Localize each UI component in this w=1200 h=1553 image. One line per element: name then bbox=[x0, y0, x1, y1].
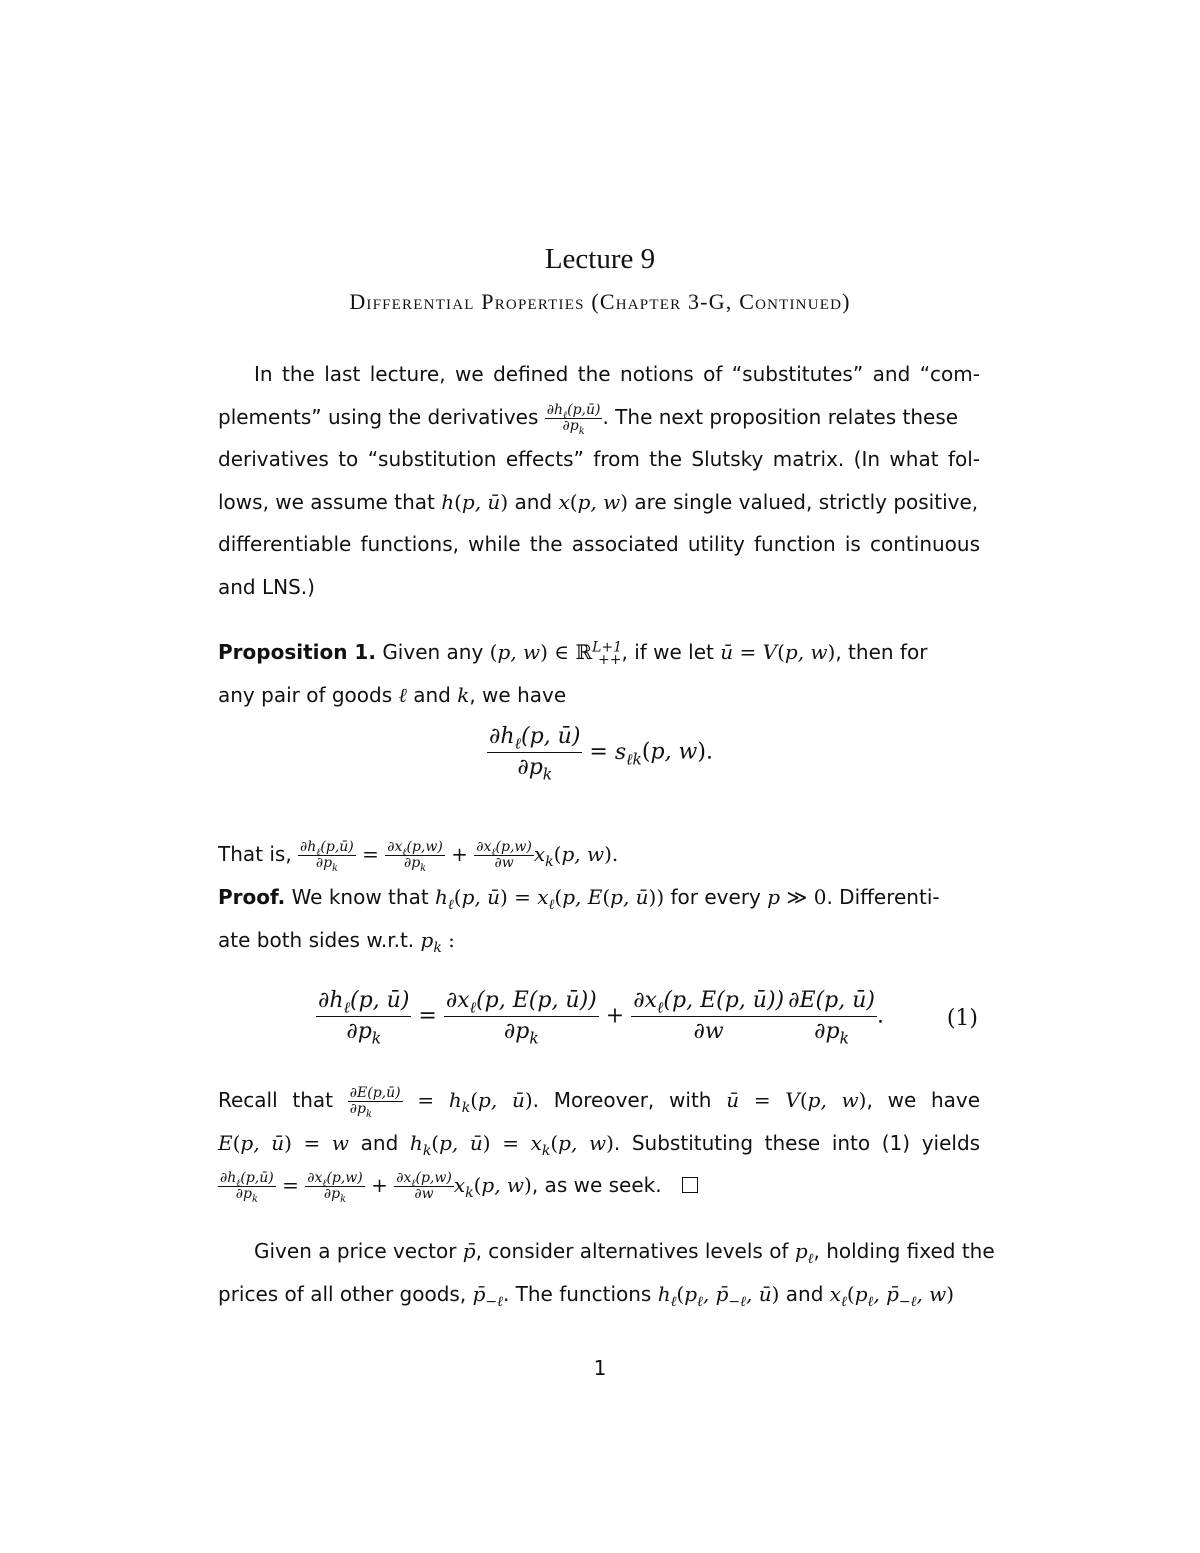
closing-line-1: Given a price vector p̄, consider alternatives levels of $p_\ell$, holding fixed the bbox=[254, 1239, 995, 1267]
proposition-equation: $\frac{\partial h_\ell(p, ū)}{\partial p_k}$ = $s_{\ell k}(p$, w). bbox=[489, 724, 713, 784]
intro-line-2: plements” using the derivatives $\frac{\partial h_\ell(p,ū)}{\partial p_k}$ . The next proposition relates these bbox=[218, 401, 959, 437]
lecture-title: Lecture 9 bbox=[544, 243, 656, 275]
intro-line-4: lows, we assume that h(p, ū) and x(p, w) are single valued, strictly positive, bbox=[218, 489, 979, 514]
recall-line-1: Recall that $\frac{\partial E(p,ū)}{\partial p_k}$ = $h_k(p$, ū). Moreover, with ū = V(p, w), we have bbox=[218, 1085, 981, 1120]
proof-line-1: Proof. We know that $h_\ell(p$, ū) = $x_\ell(p$, E(p, ū)) for every p ≫ 0. Differenti- bbox=[218, 885, 940, 913]
inline-fraction: $\frac{\partial h_\ell(p,ū)}{\partial p_k}$ bbox=[546, 401, 601, 437]
intro-line-3: derivatives to “substitution effects” from the Slutsky matrix. (In what fol- bbox=[218, 447, 980, 471]
recall-line-3: $\frac{\partial h_\ell(p,ū)}{\partial p_k}$ = $\frac{\partial x_\ell(p,w)}{\partial p_k}$ + $\frac{\partial x_\ell(p,w)}{\partial w}$ $x_k(p$, w), as we seek. bbox=[218, 1164, 980, 1207]
closing-line-2: prices of all other goods, $p̄_{-\ell}$. The functions $h_\ell(p_\ell$, $p̄_{-\ell}$, ū) and $x_\ell(p_\ell$, $p̄_{-\ell}$, w) bbox=[218, 1281, 955, 1310]
proof-line-2: ate both sides w.r.t. $p_k$ : bbox=[218, 927, 455, 956]
closing-paragraph bbox=[218, 1230, 995, 1315]
proof bbox=[218, 876, 980, 961]
proposition-line-1: Proposition 1. Given any (p, w) ∈ ℝ$^{L+1}_{++}$, if we let ū = V(p, w), then for bbox=[218, 639, 928, 668]
that-is-line: That is, $\frac{\partial h_\ell(p,ū)}{\partial p_k}$ = $\frac{\partial x_\ell(p,w)}{\partial p_k}$ + $\frac{\partial x_\ell(p,w)}{\partial w}$ $x_k(p$, w). bbox=[218, 839, 619, 874]
recall-line-2: E(p, ū) = w and $h_k(p$, ū) = $x_k(p$, w). Substituting these into (1) yields bbox=[218, 1130, 981, 1159]
display-fraction-lhs: $\frac{\partial h_\ell(p, ū)}{\partial p_k}$ bbox=[489, 724, 581, 784]
equation-number: (1) bbox=[946, 1006, 978, 1031]
intro-line-5: differentiable functions, while the associated utility function is continuous bbox=[218, 532, 980, 556]
recall-paragraph bbox=[218, 1079, 980, 1207]
intro-line-6: and LNS.) bbox=[218, 574, 315, 599]
intro-paragraph bbox=[218, 353, 980, 608]
proposition-line-2: any pair of goods ℓ and k, we have bbox=[218, 682, 567, 707]
intro-line-1: In the last lecture, we defined the notions of “substitutes” and “com- bbox=[254, 362, 980, 386]
lecture-subtitle: Differential Properties (Chapter 3-G, Continued) bbox=[349, 289, 851, 314]
proposition bbox=[218, 631, 980, 716]
page-number: 1 bbox=[593, 1356, 607, 1380]
equation-1: $\frac{\partial h_\ell(p, ū)}{\partial p_k}$ = $\frac{\partial x_\ell(p, E(p, ū))}{\partial p_k}$ + $\frac{\partial x_\ell(p, E(p, ū))}{\partial w}$ $\frac{\partial E(p, ū)}{\partial p_k}$ . bbox=[318, 988, 884, 1048]
qed-symbol bbox=[682, 1177, 698, 1193]
